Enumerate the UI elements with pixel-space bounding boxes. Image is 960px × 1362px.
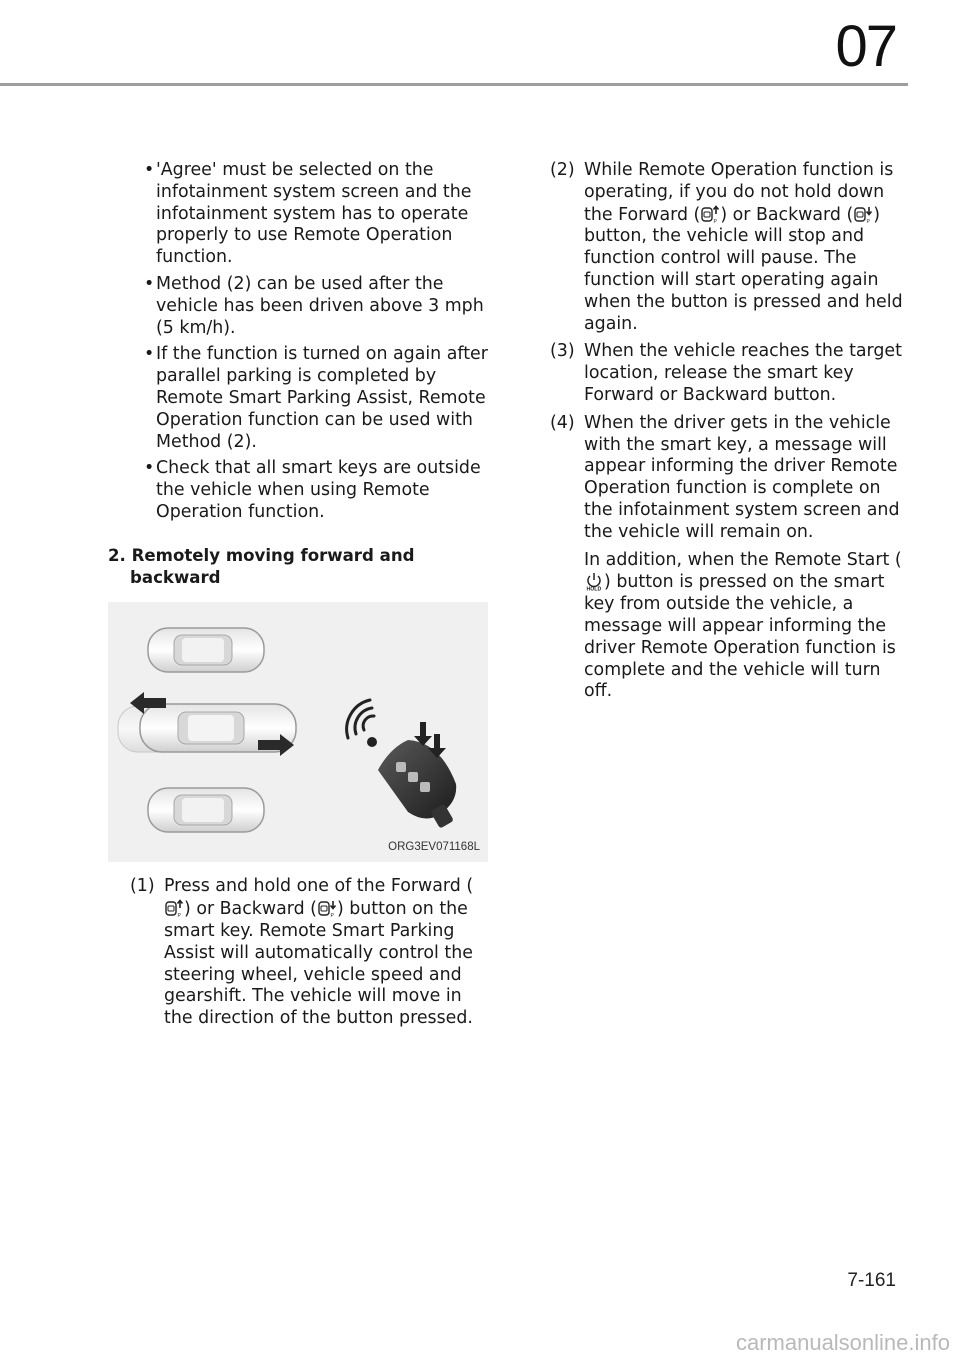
- left-column: [108, 160, 490, 1036]
- step-item: [550, 341, 906, 406]
- svg-text:P: P: [330, 913, 334, 919]
- car-forward-icon: [164, 898, 184, 918]
- right-column: [550, 160, 906, 709]
- figure-caption: ORG3EV071168L: [388, 840, 480, 853]
- page-number: 7-161: [847, 1270, 896, 1291]
- left-step-list: [108, 876, 490, 1030]
- bullet-item: • Method (2) can be used after the vehicle has been driven above 3 mph (5 km/h).: [144, 273, 484, 338]
- step-text: Press and hold one of the Forward ( P ) or Backward ( P ) button on the smart key. Remote Smart Parking Assist will automatically control the steering wheel, vehicle speed and gearshift. The vehicle will move in the direction of the button pressed.: [164, 876, 474, 1029]
- bullet-marker: •: [144, 273, 155, 294]
- bullet-item: • Check that all smart keys are outside the vehicle when using Remote Operation function.: [144, 458, 481, 522]
- svg-text:P: P: [866, 218, 871, 224]
- svg-text:P: P: [713, 218, 718, 224]
- remote-start-hold-icon: [584, 571, 604, 591]
- right-step-list: [550, 160, 906, 703]
- remote-parking-illustration: [108, 602, 488, 862]
- step-text: When the vehicle reaches the target location, release the smart key Forward or Backward button.: [584, 341, 902, 405]
- step-text: When the driver gets in the vehicle with the smart key, a message will appear informing the driver Remote Operation function is complete on the infotainment system screen and the vehicle will remain on.: [584, 412, 900, 542]
- step-number: (4): [550, 412, 575, 433]
- smart-key-icon: [378, 740, 456, 829]
- section-title: 2. Remotely moving forward and backward: [108, 545, 415, 587]
- bullet-item: • 'Agree' must be selected on the infotainment system screen and the infotainment system has to operate properly to use Remote Operation function.: [144, 160, 472, 268]
- step-item: [130, 876, 490, 1030]
- signal-waves-icon: [347, 700, 377, 747]
- parked-car-rear: [148, 788, 264, 832]
- parked-car-front: [148, 628, 264, 672]
- step-item: [550, 160, 906, 335]
- car-forward-icon: [700, 204, 720, 224]
- chapter-number: 07: [835, 14, 896, 79]
- bullet-marker: •: [144, 344, 155, 365]
- step-number: (1): [130, 876, 155, 897]
- step-text-addendum: In addition, when the Remote Start ( HOLD ) button is pressed on the smart key from outside the vehicle, a message will appear informing the driver Remote Operation function is complete and the vehicle will turn off.: [584, 549, 902, 702]
- step-text: While Remote Operation function is operating, if you do not hold down the Forward ( P ) or Backward ( P ) button, the vehicle will stop and function control will pause. The function will start operating again when the button is pressed and held again.: [584, 160, 903, 334]
- car-backward-icon: [317, 898, 337, 918]
- step-number: (2): [550, 160, 575, 180]
- watermark: carmanualsonline.info: [735, 1330, 950, 1355]
- step-number: (3): [550, 341, 575, 362]
- car-backward-icon: [853, 204, 873, 224]
- bullet-marker: •: [144, 458, 155, 479]
- hold-label: HOLD: [586, 586, 602, 592]
- header-divider: [0, 83, 908, 86]
- step-item: [550, 413, 906, 703]
- bullet-marker: •: [144, 160, 155, 180]
- bullet-item: • If the function is turned on again after parallel parking is completed by Remote Smart Parking Assist, Remote Operation function can be used with Method (2).: [144, 344, 488, 452]
- note-bullet-list: [108, 160, 490, 524]
- svg-text:P: P: [177, 913, 181, 919]
- illustration-svg: [108, 602, 488, 862]
